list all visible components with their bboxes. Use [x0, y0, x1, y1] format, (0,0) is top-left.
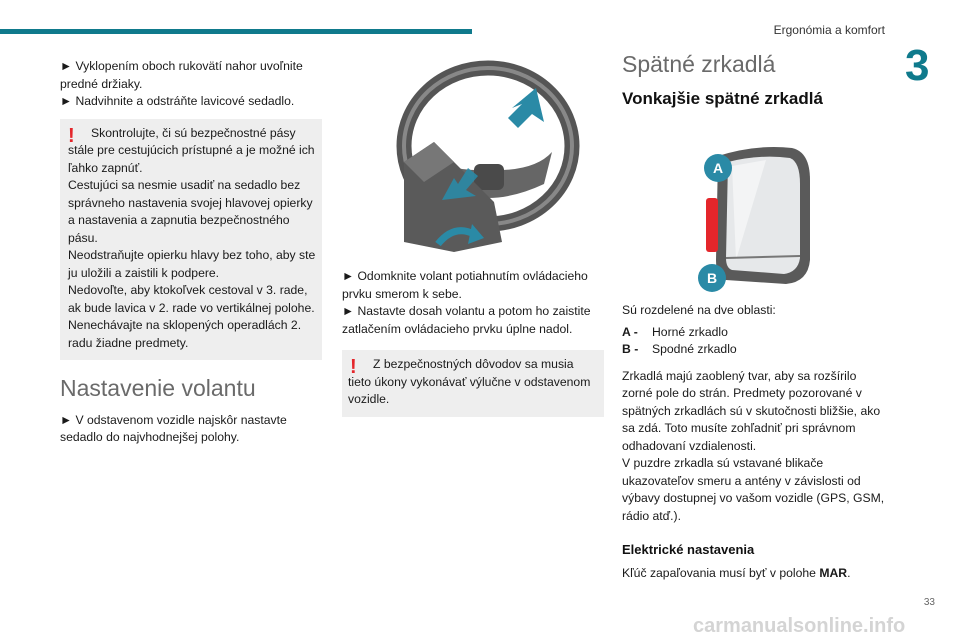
mirror-housing-info: V puzdre zrkadla sú vstavané blikače ukazovateľov smeru a antény v závislosti od výbavy dostupnej vo vašom vozidle (GPS, GSM, rádio atď.).: [622, 456, 885, 523]
right-column: [622, 51, 890, 108]
instruction-unlock-wheel: ► Odomknite volant potiahnutím ovládacieho prvku smerom k sebe.: [342, 269, 588, 301]
subheading-electric-settings: Elektrické nastavenia: [622, 542, 755, 557]
definition-value: Horné zrkadlo: [652, 324, 728, 339]
definition-row: [622, 324, 890, 342]
warning-box-safety: [342, 350, 604, 417]
mirror-intro: Sú rozdelené na dve oblasti:: [622, 303, 776, 317]
header-accent-bar: [0, 29, 472, 34]
warning-text: stále pre cestujúcich prístupné a je možné ich ľahko zapnúť.: [68, 143, 315, 175]
left-column: [60, 58, 322, 447]
middle-column: [342, 268, 604, 417]
warning-box-seatbelts: [60, 119, 322, 361]
instruction-release-handles: ► Vyklopením oboch rukovätí nahor uvoľnite predné držiaky.: [60, 59, 303, 91]
mirror-illustration: [696, 140, 820, 298]
warning-line: Skontrolujte, či sú bezpečnostné pásy: [91, 125, 296, 140]
label-b: B: [706, 270, 718, 286]
warning-text: Cestujúci sa nesmie usadiť na sedadlo bez správneho nastavenia svojej hlavovej opierky a nastavenia a zapnutia bezpečnostného pásu.: [68, 178, 313, 245]
warning-icon: !: [350, 356, 357, 378]
section-heading-steering: Nastavenie volantu: [60, 375, 256, 401]
definition-key: B -: [622, 342, 639, 356]
label-a: A: [712, 160, 724, 176]
ignition-note-end: .: [847, 565, 851, 580]
page-number: 33: [923, 597, 935, 608]
ignition-note-text: Kľúč zapaľovania musí byť v polohe: [622, 565, 816, 580]
definition-key: A -: [622, 324, 638, 339]
instruction-remove-bench: ► Nadvihnite a odstráňte lavicové sedadlo.: [60, 94, 295, 108]
ignition-position: MAR: [819, 565, 848, 580]
warning-icon: !: [68, 124, 75, 147]
warning-text: Neodstraňujte opierku hlavy bez toho, aby ste ju uložili a zaistili k podpere.: [68, 248, 316, 280]
definition-value: Spodné zrkadlo: [652, 342, 737, 356]
definition-row: [622, 341, 890, 359]
warning-line: Z bezpečnostných dôvodov sa musia: [373, 357, 574, 371]
warning-text: tieto úkony vykonávať výlučne v odstavenom vozidle.: [348, 374, 591, 406]
steering-wheel-illustration: [384, 52, 580, 252]
subheading-exterior-mirrors: Vonkajšie spätné zrkadlá: [622, 88, 823, 108]
right-column-text: [622, 302, 890, 582]
ignition-note: [622, 565, 890, 583]
mirror-description: Zrkadlá majú zaoblený tvar, aby sa rozšírilo zorné pole do strán. Predmety pozorované v spätných zrkadlách sú v skutočnosti bližšie, ako sa zdá. Toto musíte zohľadniť pri správnom odhadovaní vzdialenosti.: [622, 368, 881, 453]
section-heading-mirrors: Spätné zrkadlá: [622, 51, 776, 77]
instruction-lock-wheel: ► Nastavte dosah volantu a potom ho zaistite zatlačením ovládacieho prvku úplne nadol.: [342, 304, 591, 336]
warning-text: Nenechávajte na sklopených operadlách 2. radu žiadne predmety.: [68, 318, 302, 350]
section-title: Ergonómia a komfort: [773, 23, 885, 37]
warning-text: Nedovoľte, aby ktokoľvek cestoval v 3. rade, ak bude lavica v 2. rade vo vertikálnej polohe.: [68, 283, 315, 315]
chapter-number: 3: [905, 41, 930, 90]
watermark: carmanualsonline.info: [693, 615, 906, 637]
instruction-adjust-seat: ► V odstavenom vozidle najskôr nastavte sedadlo do najvhodnejšej polohy.: [60, 412, 287, 444]
